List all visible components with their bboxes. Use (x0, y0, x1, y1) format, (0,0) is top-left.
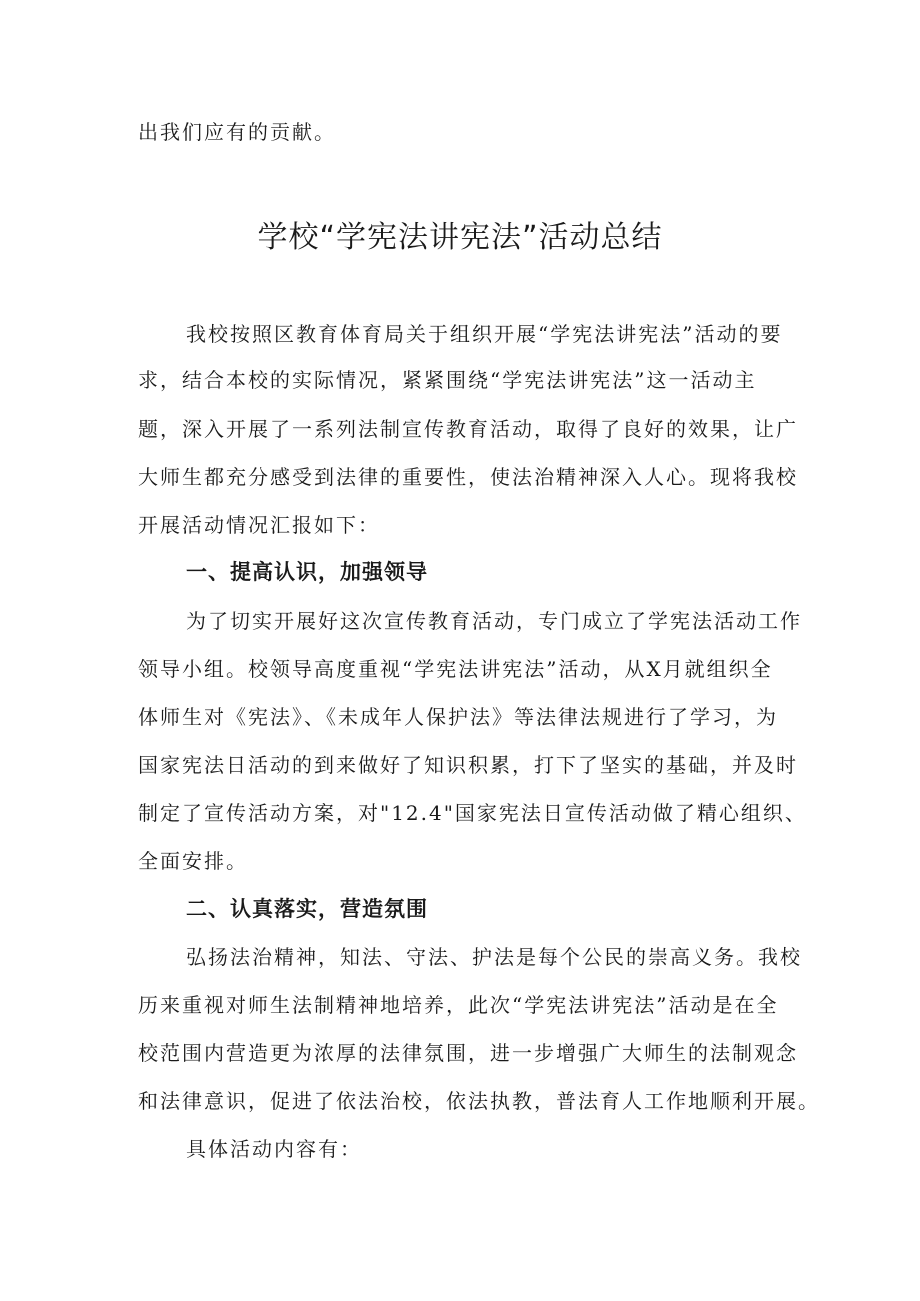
intro-line: 题，深入开展了一系列法制宣传教育活动，取得了良好的效果，让广 (138, 417, 798, 441)
section1-line: 体师生对《宪法》、《未成年人保护法》等法律法规进行了学习，为 (138, 705, 778, 729)
section2-line: 校范围内营造更为浓厚的法律氛围，进一步增强广大师生的法制观念 (138, 1041, 798, 1065)
section1-line: 为了切实开展好这次宣传教育活动，专门成立了学宪法活动工作 (186, 609, 802, 633)
section1-line: 全面安排。 (138, 849, 248, 873)
closing-text: 具体活动内容有： (186, 1137, 362, 1161)
intro-line: 开展活动情况汇报如下： (138, 513, 380, 537)
intro-line: 求，结合本校的实际情况，紧紧围绕“学宪法讲宪法”这一活动主 (138, 368, 757, 392)
section-heading-2: 二、认真落实，营造氛围 (186, 897, 428, 921)
section-heading-1: 一、提高认识，加强领导 (186, 560, 428, 584)
intro-line: 我校按照区教育体育局关于组织开展“学宪法讲宪法”活动的要 (186, 322, 783, 346)
section1-line: 制定了宣传活动方案，对"12.4"国家宪法日宣传活动做了精心组织、 (138, 801, 807, 825)
section2-line: 历来重视对师生法制精神地培养，此次“学宪法讲宪法”活动是在全 (138, 993, 779, 1017)
intro-line: 大师生都充分感受到法律的重要性，使法治精神深入人心。现将我校 (138, 465, 798, 489)
section1-line: 国家宪法日活动的到来做好了知识积累，打下了坚实的基础，并及时 (138, 753, 798, 777)
continuation-text: 出我们应有的贡献。 (138, 120, 336, 144)
section1-line: 领导小组。校领导高度重视“学宪法讲宪法”活动，从X月就组织全 (138, 657, 773, 681)
document-title: 学校“学宪法讲宪法”活动总结 (257, 220, 663, 255)
section2-line: 和法律意识，促进了依法治校，依法执教，普法育人工作地顺利开展。 (138, 1089, 820, 1113)
section2-line: 弘扬法治精神，知法、守法、护法是每个公民的崇高义务。我校 (186, 945, 802, 969)
